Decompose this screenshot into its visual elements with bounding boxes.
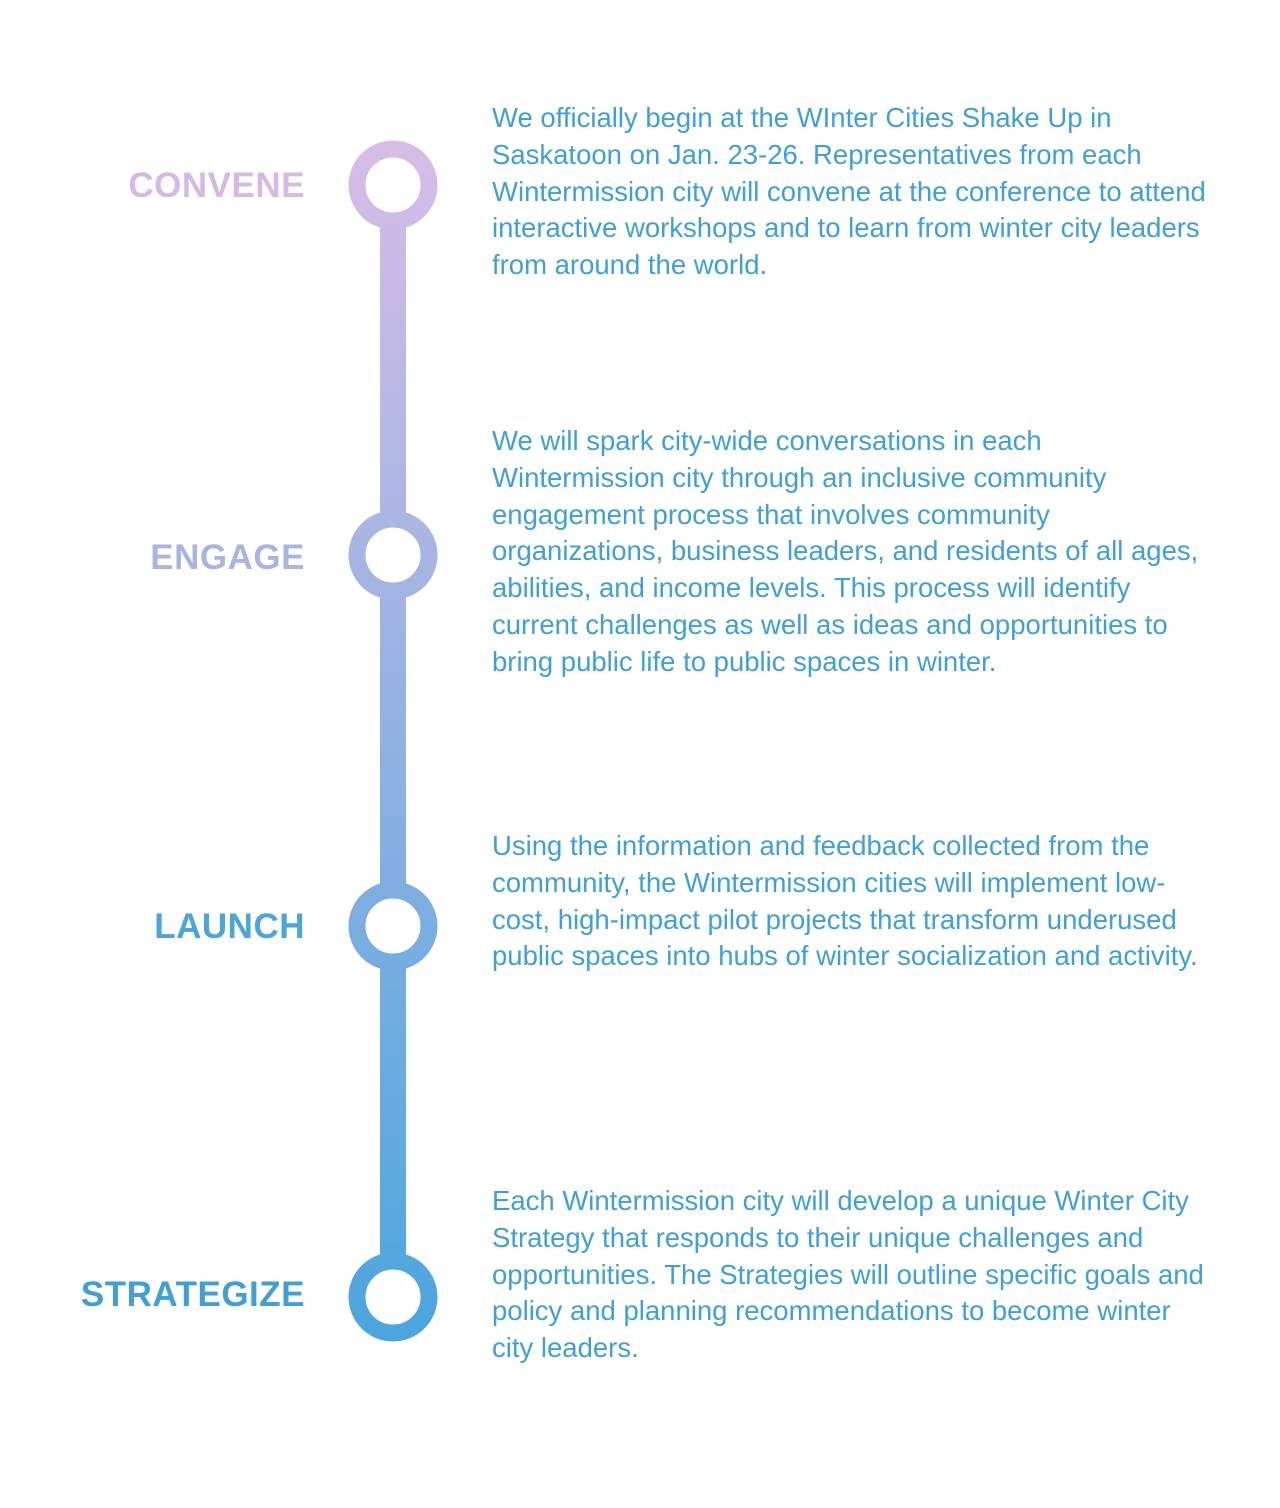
stage-label-convene: CONVENE bbox=[128, 166, 305, 205]
stage-description-strategize: Each Wintermission city will develop a unique Winter City Strategy that responds to their unique challenges and opportunities. The Strategies will outline specific goals and policy and planning recommendations to become winter city leaders. bbox=[492, 1185, 1204, 1364]
timeline-line bbox=[380, 185, 406, 1297]
stage-label-engage: ENGAGE bbox=[150, 538, 305, 577]
stage-label-launch: LAUNCH bbox=[154, 907, 305, 946]
stage-description-launch: Using the information and feedback collected from the community, the Wintermission cities will implement low-cost, high-impact pilot projects that transform underused public spaces into hubs of winter socialization and activity. bbox=[492, 830, 1198, 972]
stage-description-convene: We officially begin at the WInter Cities Shake Up in Saskatoon on Jan. 23-26. Representatives from each Wintermission city will convene at the conference to attend interactive workshops and to learn from winter city leaders from around the world. bbox=[492, 102, 1206, 281]
stage-description-engage: We will spark city-wide conversations in each Wintermission city through an inclusive community engagement process that involves community organizations, business leaders, and residents of all ages, abilities, and income levels. This process will identify current challenges as well as ideas and opportunities to bring public life to public spaces in winter. bbox=[492, 425, 1199, 677]
timeline-node-convene bbox=[357, 149, 429, 221]
timeline-node-strategize bbox=[357, 1261, 429, 1333]
timeline-node-launch bbox=[357, 890, 429, 962]
stage-label-strategize: STRATEGIZE bbox=[80, 1275, 305, 1314]
timeline-node-engage bbox=[357, 519, 429, 591]
